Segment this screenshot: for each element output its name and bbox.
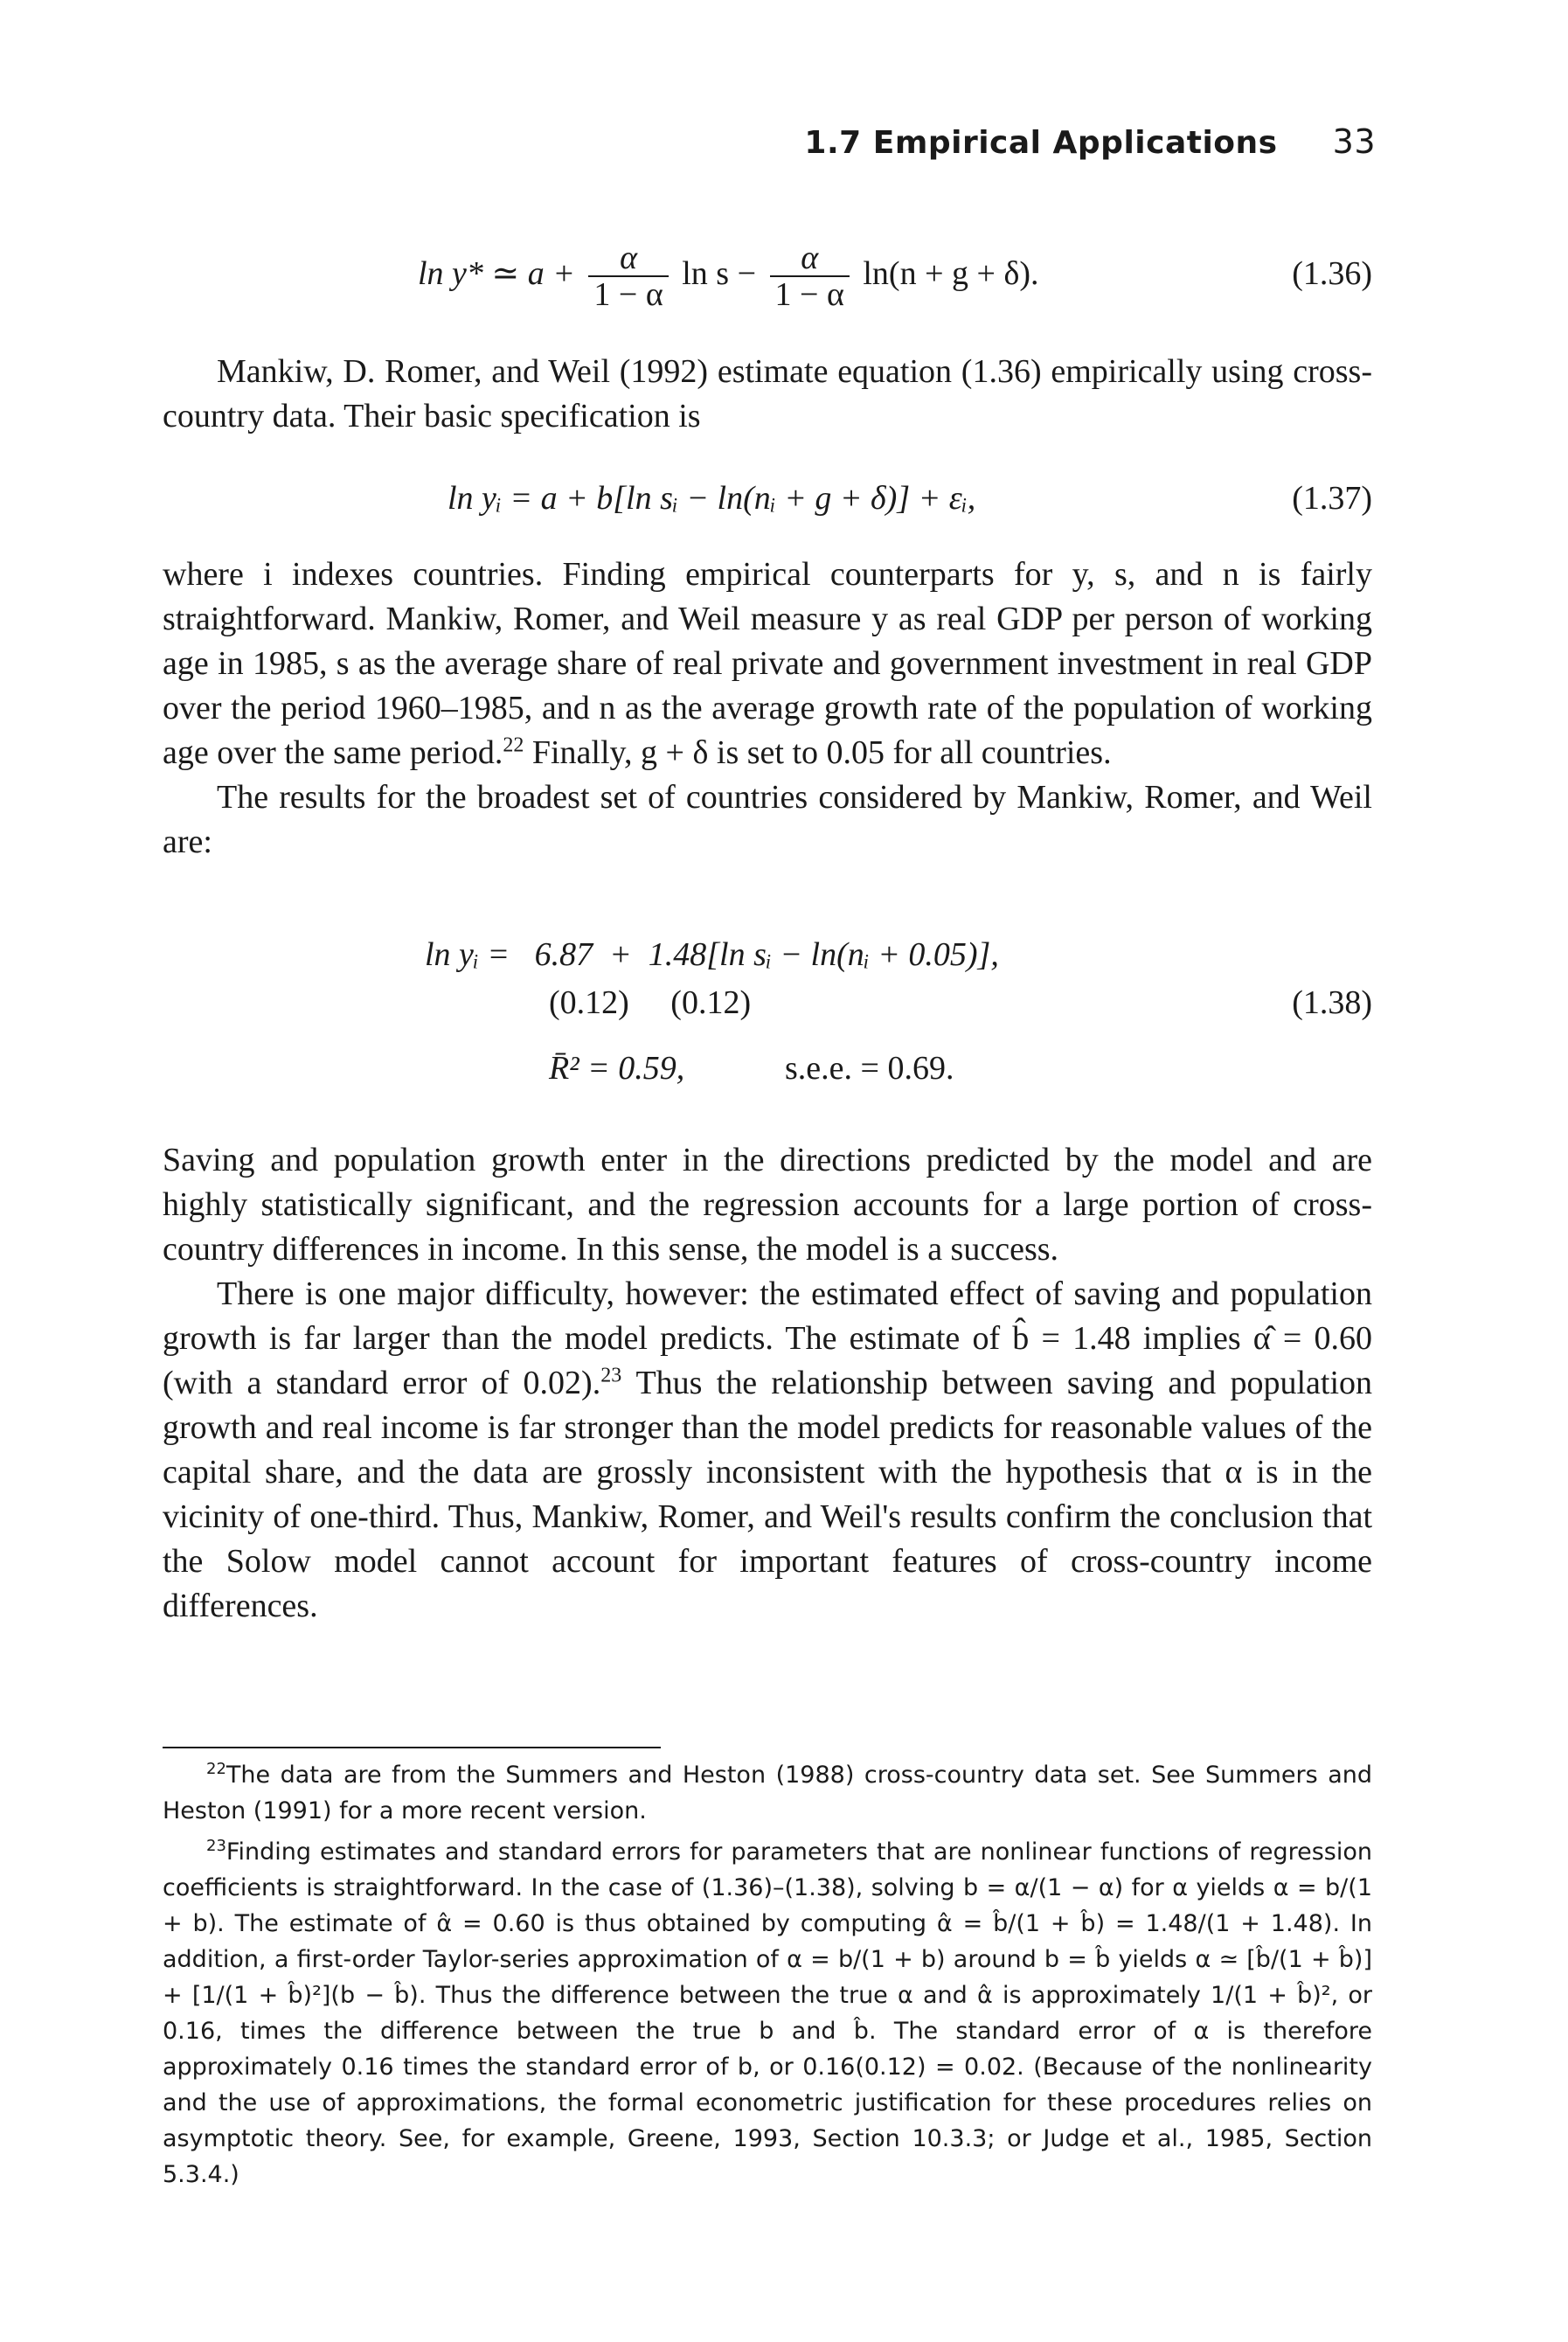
- footnote-22: $^{22}$The data are from the Summers and Heston (1988) cross-country data set. See Summers and Heston (1991) for a more recent version.: [163, 1760, 1372, 1824]
- paragraph-3: The results for the broadest set of countries considered by Mankiw, Romer, and Weil are:: [163, 779, 1372, 860]
- footnote-rule: [163, 1747, 661, 1748]
- paragraphs-4-5-block: [163, 1138, 1372, 1629]
- eq138-r-squared: R̄² = 0.59,: [549, 1050, 685, 1087]
- eq137-label: (1.37): [1292, 480, 1372, 517]
- paragraphs-2-3-block: [163, 552, 1372, 865]
- page-number: 33: [1332, 122, 1376, 161]
- eq138-label: (1.38): [1292, 984, 1372, 1021]
- equation-1-38: [163, 928, 1372, 1112]
- eq136-fraction-2: $\frac{\alpha}{1 - \alpha}$: [770, 240, 850, 312]
- section-title: 1.7 Empirical Applications: [804, 125, 1278, 161]
- eq136-term-ln-s: ln s −: [682, 255, 757, 292]
- paragraph-4: Saving and population growth enter in the directions predicted by the model and are highly statistically significant, and the regression accounts for a large portion of cross-country differences in income. In this sense, the model is a success.: [163, 1142, 1372, 1268]
- eq138-see: s.e.e. = 0.69.: [785, 1050, 954, 1087]
- footnote-23: $^{23}$Finding estimates and standard errors for parameters that are nonlinear functions of regression coefficients is straightforward. In the case of (1.36)–(1.38), solving b = α/(1 − α) for α yields α = b/(1 + b). The estimate of α̂ = 0.60 is thus obtained by computing α̂ = b̂/(1 + b̂) = 1.48/(1 + 1.48). In addition, a first-order Taylor-series approximation of α = b/(1 + b) around b = b̂ yields α ≃ [b̂/(1 + b̂)] + [1/(1 + b̂)²](b − b̂). Thus the difference between the true α and α̂ is approximately 1/(1 + b̂)², or 0.16, times the difference between the true b and b̂. The standard error of α is therefore approximately 0.16 times the standard error of b, or 0.16(0.12) = 0.02. (Because of the nonlinearity and the use of approximations, the formal econometric justification for these procedures relies on asymptotic theory. See, for example, Greene, 1993, Section 10.3.3; or Judge et al., 1985, Section 5.3.4.): [163, 1837, 1372, 2188]
- paragraph-5: There is one major difficulty, however: the estimated effect of saving and population growth is far larger than the model predicts. The estimate of b̂ = 1.48 implies α̂ = 0.60 (with a standard error of 0.02).$^{23}$ Thus the relationship between saving and population growth and real income is far stronger than the model predicts for reasonable values of the capital share, and the data are grossly inconsistent with the hypothesis that α is in the vicinity of one-third. Thus, Mankiw, Romer, and Weil's results confirm the conclusion that the Solow model cannot account for important features of cross-country income differences.: [163, 1275, 1372, 1624]
- footnote-ref-23[interactable]: 23: [600, 1364, 622, 1387]
- eq136-term-ln-n: ln(n + g + δ).: [863, 255, 1039, 292]
- eq136-lhs: ln y* ≃ a +: [418, 255, 575, 292]
- equation-1-36: [163, 234, 1372, 313]
- running-head: [804, 122, 1376, 161]
- footnotes: [163, 1757, 1372, 2198]
- paragraph-1-block: [163, 350, 1372, 439]
- paragraph-1: Mankiw, D. Romer, and Weil (1992) estimate equation (1.36) empirically using cross-country data. Their basic specification is: [163, 353, 1372, 434]
- paragraph-2: where i indexes countries. Finding empirical counterparts for y, s, and n is fairly straightforward. Mankiw, Romer, and Weil measure y as real GDP per person of working age in 1985, s as the average share of real private and government investment in real GDP over the period 1960–1985, and n as the average growth rate of the population of working age over the same period.$^{22}$ Finally, g + δ is set to 0.05 for all countries.: [163, 556, 1372, 771]
- eq138-standard-errors: (0.12) (0.12): [549, 984, 752, 1021]
- equation-1-37: [163, 472, 1372, 525]
- eq136-label: (1.36): [1292, 255, 1372, 292]
- eq138-line-1: ln yᵢ = 6.87 + 1.48[ln sᵢ − ln(nᵢ + 0.05)],: [425, 936, 999, 973]
- eq136-fraction-1: $\frac{\alpha}{1 - \alpha}$: [588, 240, 668, 312]
- footnote-ref-22[interactable]: 22: [503, 733, 524, 757]
- eq137-expression: ln yᵢ = a + b[ln sᵢ − ln(nᵢ + g + δ)] + εᵢ,: [448, 480, 976, 517]
